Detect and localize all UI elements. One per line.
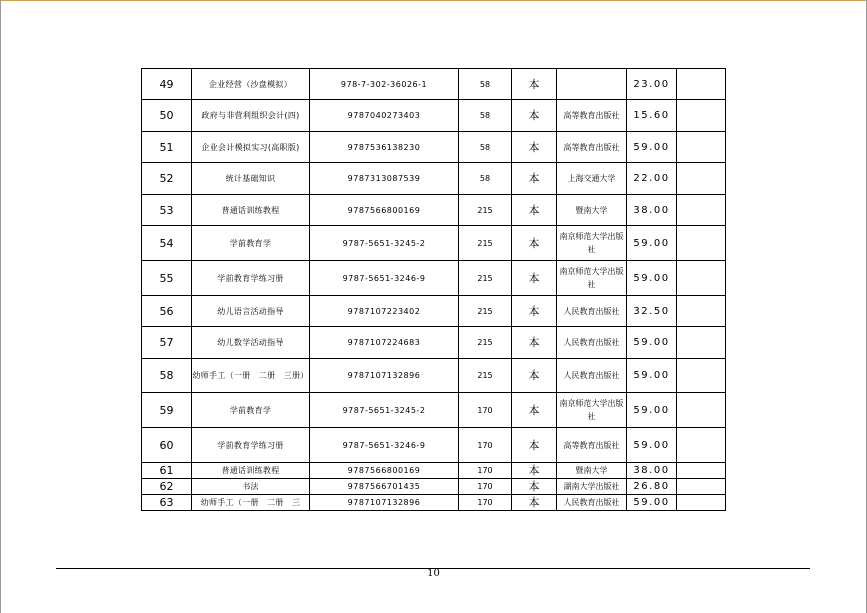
- publisher-cell: 人民教育出版社: [557, 327, 627, 359]
- empty-cell: [677, 428, 726, 463]
- isbn-cell: 9787107132896: [310, 495, 459, 511]
- unit-cell: 本: [512, 479, 557, 495]
- book-title-cell: 普通话训练教程: [192, 463, 310, 479]
- table-row: [142, 195, 726, 226]
- table-body: [142, 69, 726, 511]
- class-code-cell: 58: [459, 69, 512, 100]
- table-row: [142, 359, 726, 393]
- row-number-cell: 53: [142, 195, 192, 226]
- row-number-cell: 57: [142, 327, 192, 359]
- class-code-cell: 58: [459, 163, 512, 195]
- publisher-cell: 人民教育出版社: [557, 359, 627, 393]
- empty-cell: [677, 261, 726, 296]
- class-code-cell: 215: [459, 195, 512, 226]
- price-cell: 59.00: [627, 261, 677, 296]
- row-number-cell: 62: [142, 479, 192, 495]
- empty-cell: [677, 195, 726, 226]
- unit-cell: 本: [512, 393, 557, 428]
- price-cell: 38.00: [627, 195, 677, 226]
- price-cell: 59.00: [627, 132, 677, 163]
- row-number-cell: 51: [142, 132, 192, 163]
- isbn-cell: 9787536138230: [310, 132, 459, 163]
- isbn-cell: 9787-5651-3245-2: [310, 393, 459, 428]
- row-number-cell: 50: [142, 100, 192, 132]
- publisher-cell: 高等教育出版社: [557, 100, 627, 132]
- empty-cell: [677, 69, 726, 100]
- row-number-cell: 52: [142, 163, 192, 195]
- class-code-cell: 215: [459, 226, 512, 261]
- row-number-cell: 54: [142, 226, 192, 261]
- book-title-cell: 企业会计模拟实习(高职版): [192, 132, 310, 163]
- publisher-cell: 高等教育出版社: [557, 428, 627, 463]
- isbn-cell: 9787566800169: [310, 463, 459, 479]
- book-title-cell: 普通话训练教程: [192, 195, 310, 226]
- isbn-cell: 9787566800169: [310, 195, 459, 226]
- unit-cell: 本: [512, 261, 557, 296]
- publisher-cell: 高等教育出版社: [557, 132, 627, 163]
- class-code-cell: 215: [459, 327, 512, 359]
- empty-cell: [677, 226, 726, 261]
- row-number-cell: 61: [142, 463, 192, 479]
- publisher-cell: 南京师范大学出版社: [557, 261, 627, 296]
- publisher-cell: 湖南大学出版社: [557, 479, 627, 495]
- table-row: [142, 226, 726, 261]
- publisher-cell: 人民教育出版社: [557, 495, 627, 511]
- table-row: [142, 463, 726, 479]
- unit-cell: 本: [512, 132, 557, 163]
- class-code-cell: 215: [459, 359, 512, 393]
- publisher-cell: 南京师范大学出版社: [557, 393, 627, 428]
- page-frame-left: [0, 0, 1, 613]
- unit-cell: 本: [512, 100, 557, 132]
- textbook-table: [141, 68, 726, 511]
- empty-cell: [677, 296, 726, 327]
- price-cell: 59.00: [627, 428, 677, 463]
- table-row: [142, 327, 726, 359]
- table-row: [142, 393, 726, 428]
- empty-cell: [677, 393, 726, 428]
- class-code-cell: 58: [459, 132, 512, 163]
- book-title-cell: 幼师手工（一册 二册 三: [192, 495, 310, 511]
- isbn-cell: 9787107132896: [310, 359, 459, 393]
- class-code-cell: 215: [459, 261, 512, 296]
- class-code-cell: 170: [459, 495, 512, 511]
- publisher-cell: [557, 69, 627, 100]
- unit-cell: 本: [512, 296, 557, 327]
- class-code-cell: 170: [459, 428, 512, 463]
- unit-cell: 本: [512, 495, 557, 511]
- price-cell: 59.00: [627, 226, 677, 261]
- row-number-cell: 59: [142, 393, 192, 428]
- unit-cell: 本: [512, 163, 557, 195]
- publisher-cell: 人民教育出版社: [557, 296, 627, 327]
- unit-cell: 本: [512, 226, 557, 261]
- book-title-cell: 学前教育学: [192, 226, 310, 261]
- row-number-cell: 60: [142, 428, 192, 463]
- empty-cell: [677, 495, 726, 511]
- row-number-cell: 63: [142, 495, 192, 511]
- isbn-cell: 978-7-302-36026-1: [310, 69, 459, 100]
- page-frame-top: [0, 0, 867, 1]
- empty-cell: [677, 479, 726, 495]
- table-row: [142, 479, 726, 495]
- class-code-cell: 170: [459, 479, 512, 495]
- price-cell: 59.00: [627, 393, 677, 428]
- isbn-cell: 9787313087539: [310, 163, 459, 195]
- book-title-cell: 学前教育学: [192, 393, 310, 428]
- unit-cell: 本: [512, 359, 557, 393]
- table-row: [142, 428, 726, 463]
- publisher-cell: 南京师范大学出版社: [557, 226, 627, 261]
- book-title-cell: 企业经营（沙盘模拟）: [192, 69, 310, 100]
- table-row: [142, 296, 726, 327]
- book-title-cell: 幼儿语言活动指导: [192, 296, 310, 327]
- table-row: [142, 132, 726, 163]
- book-title-cell: 学前教育学练习册: [192, 261, 310, 296]
- isbn-cell: 9787107223402: [310, 296, 459, 327]
- isbn-cell: 9787-5651-3246-9: [310, 428, 459, 463]
- table-row: [142, 495, 726, 511]
- price-cell: 23.00: [627, 69, 677, 100]
- book-title-cell: 幼师手工（一册 二册 三册）: [192, 359, 310, 393]
- empty-cell: [677, 327, 726, 359]
- book-title-cell: 统计基础知识: [192, 163, 310, 195]
- row-number-cell: 58: [142, 359, 192, 393]
- book-title-cell: 幼儿数学活动指导: [192, 327, 310, 359]
- price-cell: 15.60: [627, 100, 677, 132]
- price-cell: 26.80: [627, 479, 677, 495]
- isbn-cell: 9787040273403: [310, 100, 459, 132]
- price-cell: 59.00: [627, 359, 677, 393]
- table-row: [142, 69, 726, 100]
- unit-cell: 本: [512, 327, 557, 359]
- empty-cell: [677, 132, 726, 163]
- page-number: 10: [427, 568, 440, 579]
- unit-cell: 本: [512, 428, 557, 463]
- isbn-cell: 9787107224683: [310, 327, 459, 359]
- unit-cell: 本: [512, 69, 557, 100]
- class-code-cell: 170: [459, 393, 512, 428]
- book-title-cell: 政府与非营利组织会计(四): [192, 100, 310, 132]
- publisher-cell: 暨南大学: [557, 195, 627, 226]
- unit-cell: 本: [512, 463, 557, 479]
- price-cell: 59.00: [627, 495, 677, 511]
- class-code-cell: 215: [459, 296, 512, 327]
- isbn-cell: 9787-5651-3245-2: [310, 226, 459, 261]
- unit-cell: 本: [512, 195, 557, 226]
- table-row: [142, 100, 726, 132]
- book-title-cell: 书法: [192, 479, 310, 495]
- row-number-cell: 49: [142, 69, 192, 100]
- class-code-cell: 170: [459, 463, 512, 479]
- isbn-cell: 9787-5651-3246-9: [310, 261, 459, 296]
- empty-cell: [677, 100, 726, 132]
- table-row: [142, 163, 726, 195]
- price-cell: 38.00: [627, 463, 677, 479]
- publisher-cell: 暨南大学: [557, 463, 627, 479]
- empty-cell: [677, 463, 726, 479]
- empty-cell: [677, 359, 726, 393]
- price-cell: 22.00: [627, 163, 677, 195]
- publisher-cell: 上海交通大学: [557, 163, 627, 195]
- class-code-cell: 58: [459, 100, 512, 132]
- empty-cell: [677, 163, 726, 195]
- table-row: [142, 261, 726, 296]
- row-number-cell: 56: [142, 296, 192, 327]
- price-cell: 59.00: [627, 327, 677, 359]
- book-title-cell: 学前教育学练习册: [192, 428, 310, 463]
- isbn-cell: 9787566701435: [310, 479, 459, 495]
- row-number-cell: 55: [142, 261, 192, 296]
- price-cell: 32.50: [627, 296, 677, 327]
